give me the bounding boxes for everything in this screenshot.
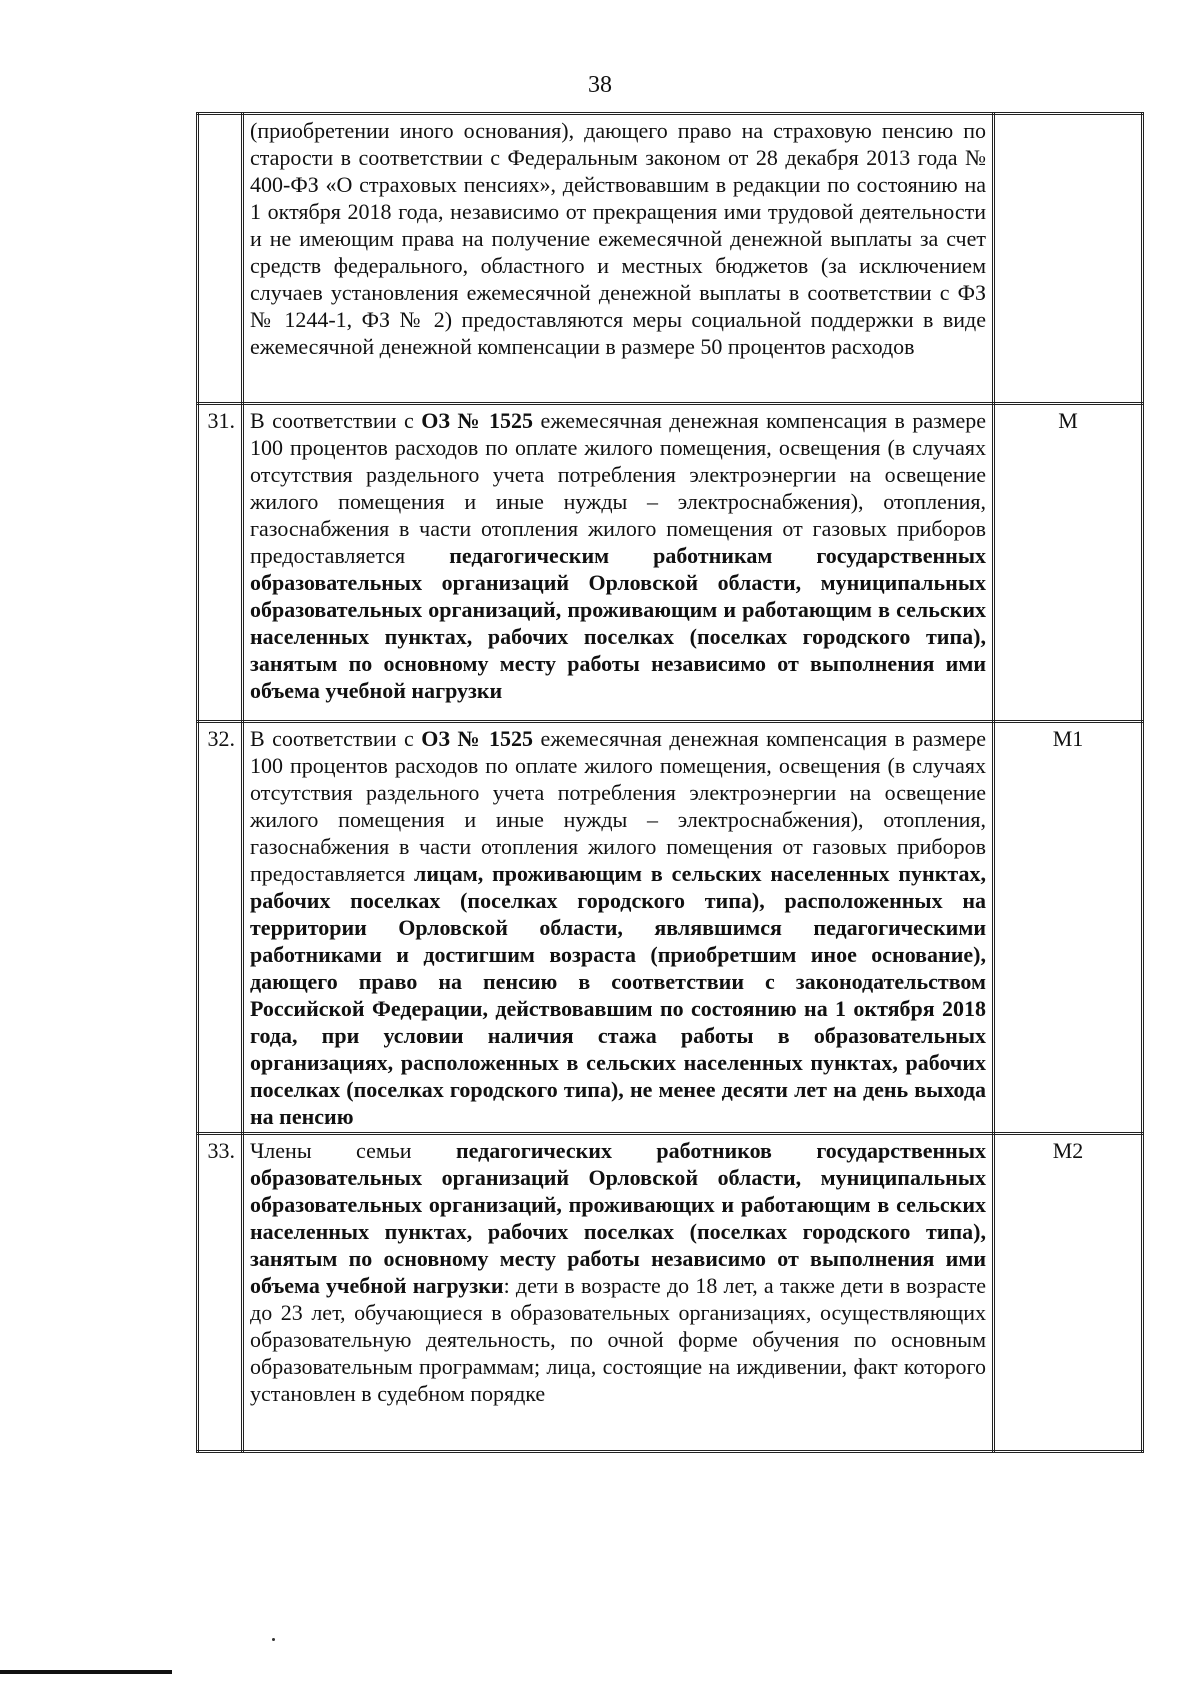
scan-edge-line <box>0 1670 172 1674</box>
text-part: : дети в возрасте до 18 лет, а также дети в возрасте до 23 лет, обучающиеся в образовательных организациях, осуществляющих образовательную деятельность, по очной форме обучения по основным образовательным программам; лица, состоящие на иждивении, факт которого установлен в судебном порядке <box>250 1273 986 1406</box>
text-part: Члены семьи <box>250 1138 456 1163</box>
text-part: ежемесячная денежная компенсация в размере 100 процентов расходов по оплате жилого помещения, освещения (в случаях отсутствия раздельного учета потребления электроэнергии на освещение жилого помещения и иные нужды – электроснабжения), отопления, газоснабжения в части отопления жилого помещения от газовых приборов предоставляется <box>250 726 986 886</box>
table-row <box>198 1134 1143 1452</box>
table-row <box>198 722 1143 1134</box>
table-row <box>198 114 1143 404</box>
row-code <box>994 114 1143 404</box>
row-text <box>243 404 994 722</box>
row-code: М1 <box>994 722 1143 1134</box>
page-number: 38 <box>588 72 612 98</box>
text-part: ежемесячная денежная компенсация в размере 100 процентов расходов по оплате жилого помещения, освещения (в случаях отсутствия раздельного учета потребления электроэнергии на освещение жилого помещения и иные нужды – электроснабжения), отопления, газоснабжения в части отопления жилого помещения от газовых приборов предоставляется <box>250 408 986 568</box>
row-number: 31. <box>198 404 243 722</box>
text-part: В соответствии с <box>250 408 422 433</box>
text-part: (приобретении иного основания), дающего право на страховую пенсию по старости в соответствии с Федеральным законом от 28 декабря 2013 года № 400-ФЗ «О страховых пенсиях», действовавшим в редакции по состоянию на 1 октября 2018 года, независимо от прекращения ими трудовой деятельности и не имеющим права на получение ежемесячной денежной выплаты за счет средств федерального, областного и местных бюджетов (за исключением случаев установления ежемесячной денежной выплаты в соответствии с ФЗ № 1244-1, ФЗ № 2) предоставляются меры социальной поддержки в виде ежемесячной денежной компенсации в размере 50 процентов расходов <box>250 118 986 359</box>
row-text <box>243 114 994 404</box>
recipient-category: педагогическим работникам государственных образовательных организаций Орловской области, муниципальных образовательных организаций, проживающим и работающим в сельских населенных пунктах, рабочих поселках (поселках городского типа), занятым по основному месту работы независимо от выполнения ими объема учебной нагрузки <box>250 543 986 703</box>
text-part: В соответствии с <box>250 726 422 751</box>
row-text <box>243 1134 994 1452</box>
table-row <box>198 404 1143 722</box>
benefits-table <box>196 112 1144 1453</box>
row-text <box>243 722 994 1134</box>
law-reference: ОЗ № 1525 <box>421 726 534 751</box>
recipient-category: педагогических работников государственных образовательных организаций Орловской области, муниципальных образовательных организаций, проживающих и работающим в сельских населенных пунктах, рабочих поселках (поселках городского типа), занятым по основному месту работы независимо от выполнения ими объема учебной нагрузки <box>250 1138 986 1298</box>
law-reference: ОЗ № 1525 <box>421 408 534 433</box>
row-number <box>198 114 243 404</box>
row-code: М2 <box>994 1134 1143 1452</box>
scan-speck <box>272 1638 275 1641</box>
recipient-category: лицам, проживающим в сельских населенных пунктах, рабочих поселках (поселках городского типа), расположенных на территории Орловской области, являвшимся педагогическими работниками и достигшим возраста (приобретшим иное основание), дающего право на пенсию в соответствии с законодательством Российской Федерации, действовавшим по состоянию на 1 октября 2018 года, при условии наличия стажа работы в образовательных организациях, расположенных в сельских населенных пунктах, рабочих поселках (поселках городского типа), не менее десяти лет на день выхода на пенсию <box>250 861 986 1129</box>
row-number: 33. <box>198 1134 243 1452</box>
row-number: 32. <box>198 722 243 1134</box>
row-code: М <box>994 404 1143 722</box>
